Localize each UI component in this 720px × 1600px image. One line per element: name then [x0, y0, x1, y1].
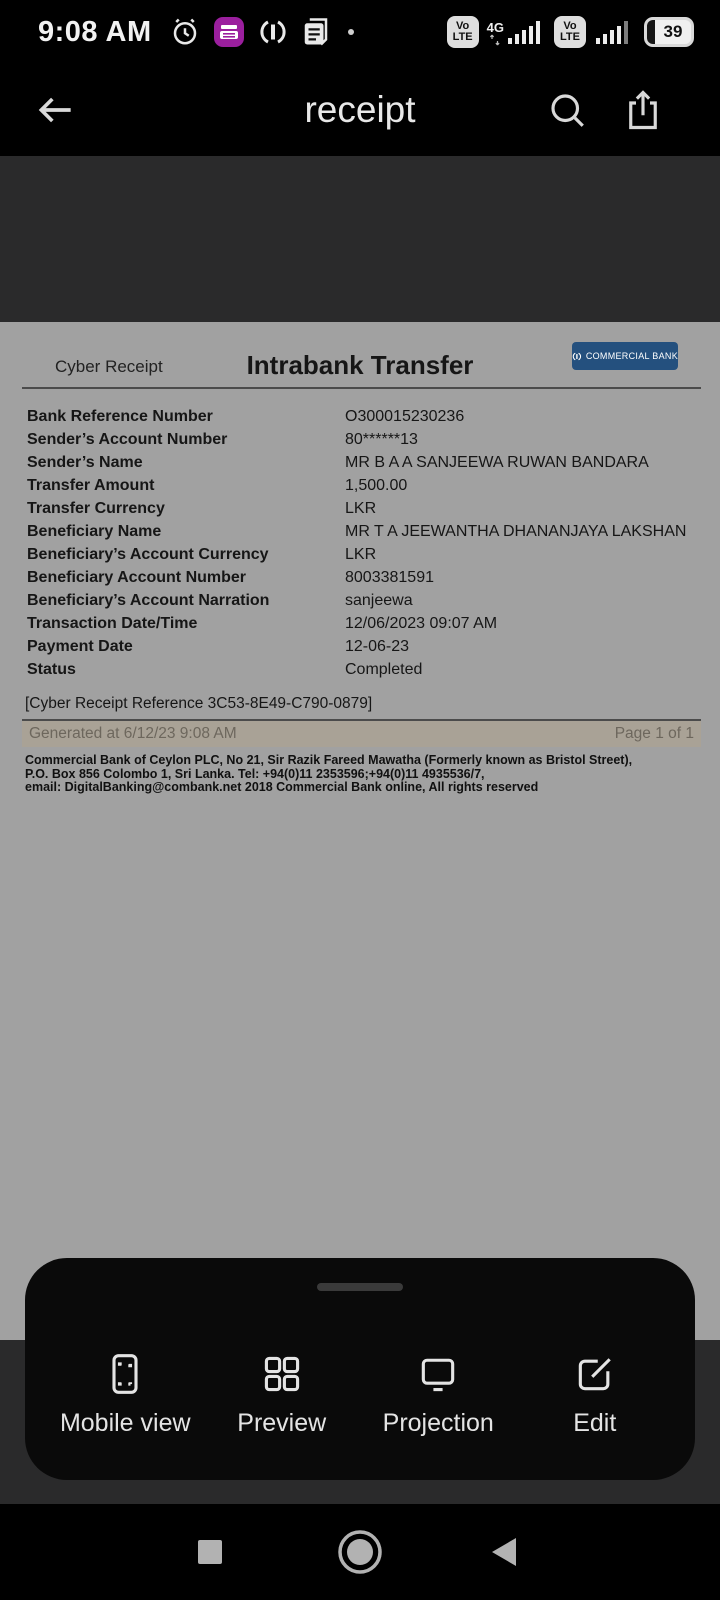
field-label: Beneficiary’s Account Narration [27, 591, 270, 609]
table-row [0, 658, 720, 681]
back-triangle-icon [490, 1536, 520, 1568]
field-label: Bank Reference Number [27, 407, 213, 425]
home-button[interactable] [330, 1504, 390, 1600]
mobile-view-icon [103, 1352, 147, 1396]
field-value: LKR [345, 545, 377, 563]
search-icon [546, 89, 588, 131]
field-value: O300015230236 [345, 407, 465, 425]
field-label: Payment Date [27, 637, 133, 655]
field-value: 80******13 [345, 430, 418, 448]
app-header [0, 64, 720, 156]
volte-line1: Vo [456, 20, 470, 32]
field-value: 1,500.00 [345, 476, 408, 494]
address-line: email: DigitalBanking@combank.net 2018 Commercial Bank online, All rights reserved [25, 780, 539, 794]
preview-button[interactable] [204, 1351, 361, 1439]
search-button[interactable] [546, 89, 588, 131]
volte-badge-icon-2 [554, 16, 586, 48]
share-icon [622, 89, 664, 131]
notes-app-icon [301, 17, 331, 47]
table-row [0, 520, 720, 543]
signal-cluster-secondary [594, 18, 632, 46]
generated-bar [22, 721, 701, 747]
battery-fill [647, 20, 655, 44]
field-label: Beneficiary Name [27, 522, 162, 540]
android-nav-bar [0, 1504, 720, 1600]
address-line: P.O. Box 856 Colombo 1, Sri Lanka. Tel: +94(0)11 2353596;+94(0)11 4935536/7, [25, 766, 485, 781]
nav-back-button[interactable] [475, 1504, 535, 1600]
receipt-reference: [Cyber Receipt Reference 3C53-8E49-C790-0879] [25, 695, 373, 712]
page-info: Page 1 of 1 [614, 725, 694, 742]
battery-percent: 39 [663, 22, 683, 41]
table-row [0, 405, 720, 428]
table-row [0, 428, 720, 451]
field-label: Sender’s Name [27, 453, 143, 471]
mobile-view-button[interactable] [47, 1351, 204, 1439]
receipt-document[interactable] [0, 322, 720, 1340]
field-label: Sender’s Account Number [27, 430, 228, 448]
receipt-title: Intrabank Transfer [246, 350, 474, 380]
battery-icon [644, 17, 694, 47]
field-value: sanjeewa [345, 591, 413, 609]
signal-bars-icon [506, 18, 544, 46]
sheet-actions [25, 1351, 695, 1439]
table-row [0, 589, 720, 612]
status-bar [0, 0, 720, 64]
table-row [0, 612, 720, 635]
receipt-header [0, 322, 720, 387]
data-arrows-icon [489, 34, 501, 46]
field-label: Beneficiary Account Number [27, 568, 247, 586]
grid-preview-icon [260, 1352, 304, 1396]
table-row [0, 566, 720, 589]
home-circle-icon [337, 1529, 383, 1575]
field-value: MR B A A SANJEEWA RUWAN BANDARA [345, 453, 649, 471]
status-time: 9:08 AM [38, 15, 152, 48]
signal-bars-icon-2 [594, 18, 632, 46]
signal-cluster-primary [487, 18, 544, 46]
table-row [0, 635, 720, 658]
document-margin-top [0, 156, 720, 322]
recents-button[interactable] [180, 1504, 240, 1600]
volte-badge-icon [447, 16, 479, 48]
bank-logo-text: COMMERCIAL BANK [585, 351, 678, 361]
edit-button[interactable] [517, 1351, 674, 1439]
action-label: Edit [573, 1409, 617, 1437]
action-label: Projection [382, 1409, 494, 1437]
field-value: Completed [345, 660, 423, 678]
recents-square-icon [197, 1539, 223, 1565]
generated-at: Generated at 6/12/23 9:08 AM [29, 725, 237, 742]
action-label: Preview [237, 1409, 327, 1437]
field-value: 12-06-23 [345, 637, 410, 655]
monitor-projection-icon [416, 1352, 460, 1396]
field-value: 8003381591 [345, 568, 434, 586]
address-line: Commercial Bank of Ceylon PLC, No 21, Sir Razik Fareed Mawatha (Formerly known as Bristol Street), [25, 753, 633, 767]
field-label: Transfer Currency [27, 499, 165, 517]
sheet-drag-handle[interactable] [317, 1283, 403, 1291]
volte2-line1: Vo [563, 20, 577, 32]
printer-app-icon [213, 16, 245, 48]
alarm-icon [170, 17, 200, 47]
share-button[interactable] [622, 89, 664, 131]
projection-button[interactable] [360, 1351, 517, 1439]
field-label: Transaction Date/Time [27, 614, 198, 632]
bank-address-block [25, 754, 690, 795]
back-arrow-icon [34, 88, 78, 132]
combank-logo-icon [572, 349, 582, 364]
doc-type-label: Cyber Receipt [55, 357, 163, 376]
page-title: receipt [304, 89, 416, 130]
table-row [0, 451, 720, 474]
volte2-line2: LTE [560, 31, 580, 43]
receipt-fields [0, 389, 720, 681]
edit-pencil-icon [573, 1352, 617, 1396]
combank-app-icon [258, 17, 288, 47]
table-row [0, 474, 720, 497]
field-label: Beneficiary’s Account Currency [27, 545, 269, 563]
field-label: Status [27, 660, 76, 678]
volte-line2: LTE [452, 31, 473, 43]
action-label: Mobile view [59, 1409, 191, 1437]
field-value: 12/06/2023 09:07 AM [345, 614, 498, 632]
field-value: MR T A JEEWANTHA DHANANJAYA LAKSHAN [345, 522, 687, 540]
commercial-bank-logo [572, 342, 678, 370]
field-value: LKR [345, 499, 377, 517]
table-row [0, 543, 720, 566]
table-row [0, 497, 720, 520]
network-type-label: 4G [486, 20, 504, 35]
back-button[interactable] [34, 88, 78, 132]
viewer-bottom-sheet [25, 1258, 695, 1480]
field-label: Transfer Amount [27, 476, 155, 494]
notification-overflow-dot [348, 29, 354, 35]
